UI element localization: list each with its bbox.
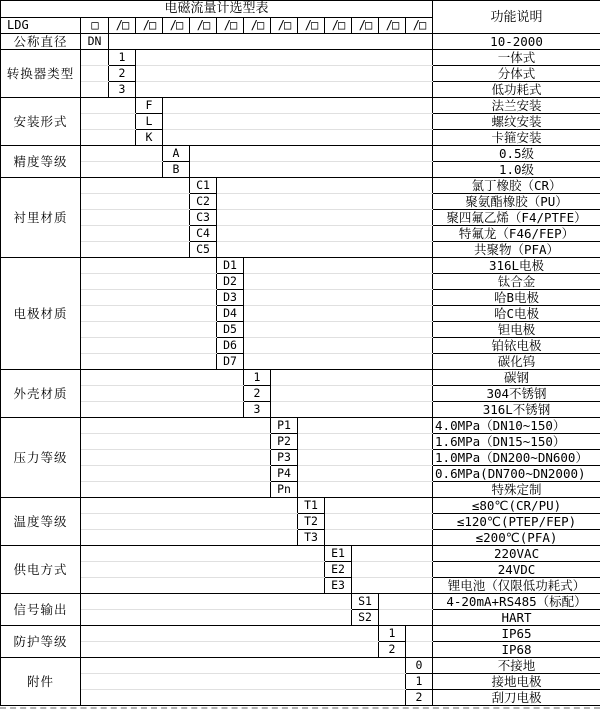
spacer-cell — [244, 274, 433, 290]
category-label-nominal-diameter: 公称直径 — [1, 34, 81, 50]
description-cell: 304不锈钢 — [433, 386, 600, 402]
description-cell: 哈B电极 — [433, 290, 600, 306]
code-cell: 0 — [406, 658, 433, 674]
code-cell: P2 — [271, 434, 298, 450]
spacer-cell — [81, 146, 163, 162]
spacer-cell — [81, 466, 271, 482]
description-cell: 碳化钨 — [433, 354, 600, 370]
table-row — [1, 514, 600, 530]
page-break-line — [0, 707, 600, 709]
code-cell: 3 — [109, 82, 136, 98]
code-cell: F — [136, 98, 163, 114]
code-cell: P1 — [271, 418, 298, 434]
description-cell: 特氟龙（F46/FEP） — [433, 226, 600, 242]
spacer-cell — [81, 402, 244, 418]
spacer-cell — [81, 434, 271, 450]
spacer-cell — [81, 594, 352, 610]
table-title: 电磁流量计选型表 — [1, 1, 433, 18]
code-cell: P3 — [271, 450, 298, 466]
table-row — [1, 530, 600, 546]
spacer-cell — [163, 130, 433, 146]
spacer-cell — [136, 66, 433, 82]
description-cell: ≤200℃(PFA) — [433, 530, 600, 546]
spacer-cell — [81, 226, 190, 242]
code-cell: 1 — [406, 674, 433, 690]
category-label-accessories: 附件 — [1, 658, 81, 706]
spacer-cell — [325, 530, 433, 546]
description-cell: 钽电极 — [433, 322, 600, 338]
model-slot-cell: /□ — [379, 18, 406, 34]
category-label-power-supply: 供电方式 — [1, 546, 81, 594]
spacer-cell — [163, 98, 433, 114]
description-cell: 1.0MPa（DN200~DN600） — [433, 450, 600, 466]
description-cell: 分体式 — [433, 66, 600, 82]
code-cell: B — [163, 162, 190, 178]
code-cell: 1 — [109, 50, 136, 66]
code-cell: D6 — [217, 338, 244, 354]
spacer-cell — [298, 418, 433, 434]
code-cell: C4 — [190, 226, 217, 242]
description-cell: ≤120℃(PTEP/FEP) — [433, 514, 600, 530]
description-cell: 0.6MPa(DN700~DN2000) — [433, 466, 600, 482]
description-cell: IP68 — [433, 642, 600, 658]
table-row — [1, 82, 600, 98]
description-cell: 螺纹安装 — [433, 114, 600, 130]
spacer-cell — [81, 50, 109, 66]
description-cell: 1.0级 — [433, 162, 600, 178]
code-cell: D1 — [217, 258, 244, 274]
model-slot-cell: /□ — [325, 18, 352, 34]
table-row — [1, 162, 600, 178]
spacer-cell — [325, 514, 433, 530]
category-label-protection-rating: 防护等级 — [1, 626, 81, 658]
code-cell: Pn — [271, 482, 298, 498]
table-row — [1, 482, 600, 498]
code-cell: S2 — [352, 610, 379, 626]
code-cell: C2 — [190, 194, 217, 210]
description-cell: IP65 — [433, 626, 600, 642]
spacer-cell — [298, 466, 433, 482]
spacer-cell — [163, 114, 433, 130]
model-slot-cell: /□ — [190, 18, 217, 34]
table-row — [1, 322, 600, 338]
table-row — [1, 674, 600, 690]
code-cell: 2 — [379, 642, 406, 658]
table-row — [1, 450, 600, 466]
spacer-cell — [81, 178, 190, 194]
category-label-accuracy: 精度等级 — [1, 146, 81, 178]
spacer-cell — [406, 626, 433, 642]
code-cell: A — [163, 146, 190, 162]
description-cell: 共聚物（PFA） — [433, 242, 600, 258]
spacer-cell — [81, 386, 244, 402]
code-cell: E1 — [325, 546, 352, 562]
code-cell: D4 — [217, 306, 244, 322]
spacer-cell — [81, 66, 109, 82]
spacer-cell — [81, 482, 271, 498]
code-cell: S1 — [352, 594, 379, 610]
description-cell: 24VDC — [433, 562, 600, 578]
spacer-cell — [81, 306, 217, 322]
description-cell: 特殊定制 — [433, 482, 600, 498]
description-cell: 碳钢 — [433, 370, 600, 386]
spacer-cell — [244, 322, 433, 338]
spacer-cell — [81, 210, 190, 226]
table-row — [1, 50, 600, 66]
code-cell: 2 — [109, 66, 136, 82]
description-cell: 哈C电极 — [433, 306, 600, 322]
table-row — [1, 386, 600, 402]
table-row — [1, 370, 600, 386]
spacer-cell — [81, 274, 217, 290]
spacer-cell — [217, 210, 433, 226]
spacer-cell — [244, 306, 433, 322]
description-cell: 锂电池（仅限低功耗式） — [433, 578, 600, 594]
spacer-cell — [379, 594, 433, 610]
table-row — [1, 546, 600, 562]
spacer-cell — [81, 258, 217, 274]
spacer-cell — [81, 242, 190, 258]
spacer-cell — [325, 498, 433, 514]
model-slot-cell: /□ — [163, 18, 190, 34]
spacer-cell — [298, 450, 433, 466]
table-row — [1, 66, 600, 82]
model-slot-cell: /□ — [217, 18, 244, 34]
table-row — [1, 418, 600, 434]
spacer-cell — [81, 162, 163, 178]
spacer-cell — [81, 546, 325, 562]
table-row — [1, 434, 600, 450]
function-column-header: 功能说明 — [433, 1, 600, 34]
spacer-cell — [81, 130, 136, 146]
spacer-cell — [81, 418, 271, 434]
table-row — [1, 242, 600, 258]
spacer-cell — [81, 450, 271, 466]
spacer-cell — [81, 370, 244, 386]
model-slot-cell: /□ — [298, 18, 325, 34]
spacer-cell — [217, 242, 433, 258]
description-cell: 316L不锈钢 — [433, 402, 600, 418]
description-cell: 法兰安装 — [433, 98, 600, 114]
code-cell: C3 — [190, 210, 217, 226]
spacer-cell — [81, 194, 190, 210]
table-row — [1, 98, 600, 114]
table-row — [1, 642, 600, 658]
model-slot-cell: /□ — [244, 18, 271, 34]
description-cell: 聚四氟乙烯（F4/PTFE） — [433, 210, 600, 226]
description-cell: 低功耗式 — [433, 82, 600, 98]
spacer-cell — [352, 562, 433, 578]
spacer-cell — [217, 194, 433, 210]
category-label-converter-type: 转换器类型 — [1, 50, 81, 98]
table-row — [1, 578, 600, 594]
spacer-cell — [81, 514, 298, 530]
spacer-cell — [81, 498, 298, 514]
spacer-cell — [81, 674, 406, 690]
spacer-cell — [271, 402, 433, 418]
description-cell: 氯丁橡胶（CR） — [433, 178, 600, 194]
description-cell: 4.0MPa（DN10~150） — [433, 418, 600, 434]
description-cell: 220VAC — [433, 546, 600, 562]
category-label-signal-output: 信号输出 — [1, 594, 81, 626]
code-cell: P4 — [271, 466, 298, 482]
spacer-cell — [81, 658, 406, 674]
table-row — [1, 594, 600, 610]
spacer-cell — [81, 690, 406, 706]
spacer-cell — [352, 546, 433, 562]
spacer-cell — [81, 610, 352, 626]
table-row — [1, 658, 600, 674]
spacer-cell — [81, 642, 379, 658]
table-row — [1, 274, 600, 290]
category-label-pressure-rating: 压力等级 — [1, 418, 81, 498]
description-cell: 不接地 — [433, 658, 600, 674]
model-slot-cell: /□ — [271, 18, 298, 34]
code-cell: D7 — [217, 354, 244, 370]
code-cell: 2 — [244, 386, 271, 402]
code-cell: C5 — [190, 242, 217, 258]
table-row — [1, 178, 600, 194]
spacer-cell — [271, 370, 433, 386]
table-row — [1, 466, 600, 482]
spacer-cell — [244, 290, 433, 306]
spacer-cell — [81, 354, 217, 370]
code-cell: 3 — [244, 402, 271, 418]
table-row — [1, 146, 600, 162]
description-cell: 316L电极 — [433, 258, 600, 274]
category-label-electrode-material: 电极材质 — [1, 258, 81, 370]
spacer-cell — [136, 50, 433, 66]
description-cell: 聚氨酯橡胶（PU） — [433, 194, 600, 210]
description-cell: 4-20mA+RS485（标配） — [433, 594, 600, 610]
table-row — [1, 34, 600, 50]
code-cell: DN — [81, 34, 109, 50]
spacer-cell — [217, 178, 433, 194]
model-slot-cell: /□ — [406, 18, 433, 34]
model-slot-cell: □ — [81, 18, 109, 34]
description-cell: 刮刀电极 — [433, 690, 600, 706]
spacer-cell — [81, 530, 298, 546]
description-cell: 钛合金 — [433, 274, 600, 290]
code-cell: D2 — [217, 274, 244, 290]
table-row — [1, 194, 600, 210]
table-row — [1, 338, 600, 354]
model-slot-cell: /□ — [352, 18, 379, 34]
code-cell: 1 — [244, 370, 271, 386]
description-cell: HART — [433, 610, 600, 626]
table-row — [1, 498, 600, 514]
description-cell: ≤80℃(CR/PU) — [433, 498, 600, 514]
spacer-cell — [271, 386, 433, 402]
spacer-cell — [244, 258, 433, 274]
spacer-cell — [81, 290, 217, 306]
model-slot-cell: /□ — [109, 18, 136, 34]
table-row — [1, 290, 600, 306]
table-row — [1, 610, 600, 626]
code-cell: K — [136, 130, 163, 146]
description-cell: 0.5级 — [433, 146, 600, 162]
spacer-cell — [81, 578, 325, 594]
table-row — [1, 626, 600, 642]
code-cell: C1 — [190, 178, 217, 194]
spacer-cell — [217, 226, 433, 242]
spacer-cell — [81, 322, 217, 338]
description-cell: 1.6MPa（DN15~150） — [433, 434, 600, 450]
code-cell: E3 — [325, 578, 352, 594]
category-label-housing-material: 外壳材质 — [1, 370, 81, 418]
spacer-cell — [379, 610, 433, 626]
spacer-cell — [352, 578, 433, 594]
spacer-cell — [81, 562, 325, 578]
spacer-cell — [244, 354, 433, 370]
spacer-cell — [81, 626, 379, 642]
description-cell: 卡箍安装 — [433, 130, 600, 146]
code-cell: 1 — [379, 626, 406, 642]
code-cell: D3 — [217, 290, 244, 306]
spacer-cell — [109, 34, 433, 50]
spacer-cell — [81, 98, 136, 114]
spacer-cell — [244, 338, 433, 354]
description-cell: 铂铱电极 — [433, 338, 600, 354]
table-row — [1, 402, 600, 418]
spacer-cell — [190, 162, 433, 178]
description-cell: 接地电极 — [433, 674, 600, 690]
spacer-cell — [81, 82, 109, 98]
table-row — [1, 354, 600, 370]
spacer-cell — [298, 482, 433, 498]
code-cell: L — [136, 114, 163, 130]
table-row — [1, 226, 600, 242]
model-slot-cell: /□ — [136, 18, 163, 34]
spacer-cell — [136, 82, 433, 98]
table-row — [1, 562, 600, 578]
spacer-cell — [190, 146, 433, 162]
spacer-cell — [81, 338, 217, 354]
table-row — [1, 258, 600, 274]
code-cell: T3 — [298, 530, 325, 546]
title-row — [1, 1, 600, 18]
model-prefix-cell: LDG — [1, 18, 81, 34]
spacer-cell — [81, 114, 136, 130]
category-label-liner-material: 衬里材质 — [1, 178, 81, 258]
category-label-temperature-rating: 温度等级 — [1, 498, 81, 546]
code-cell: E2 — [325, 562, 352, 578]
table-row — [1, 210, 600, 226]
code-cell: T1 — [298, 498, 325, 514]
category-label-installation: 安装形式 — [1, 98, 81, 146]
table-row — [1, 114, 600, 130]
description-cell: 一体式 — [433, 50, 600, 66]
code-cell: T2 — [298, 514, 325, 530]
table-row — [1, 690, 600, 706]
table-row — [1, 306, 600, 322]
description-cell: 10-2000 — [433, 34, 600, 50]
code-cell: D5 — [217, 322, 244, 338]
table-row — [1, 130, 600, 146]
spacer-cell — [298, 434, 433, 450]
code-cell: 2 — [406, 690, 433, 706]
spacer-cell — [406, 642, 433, 658]
